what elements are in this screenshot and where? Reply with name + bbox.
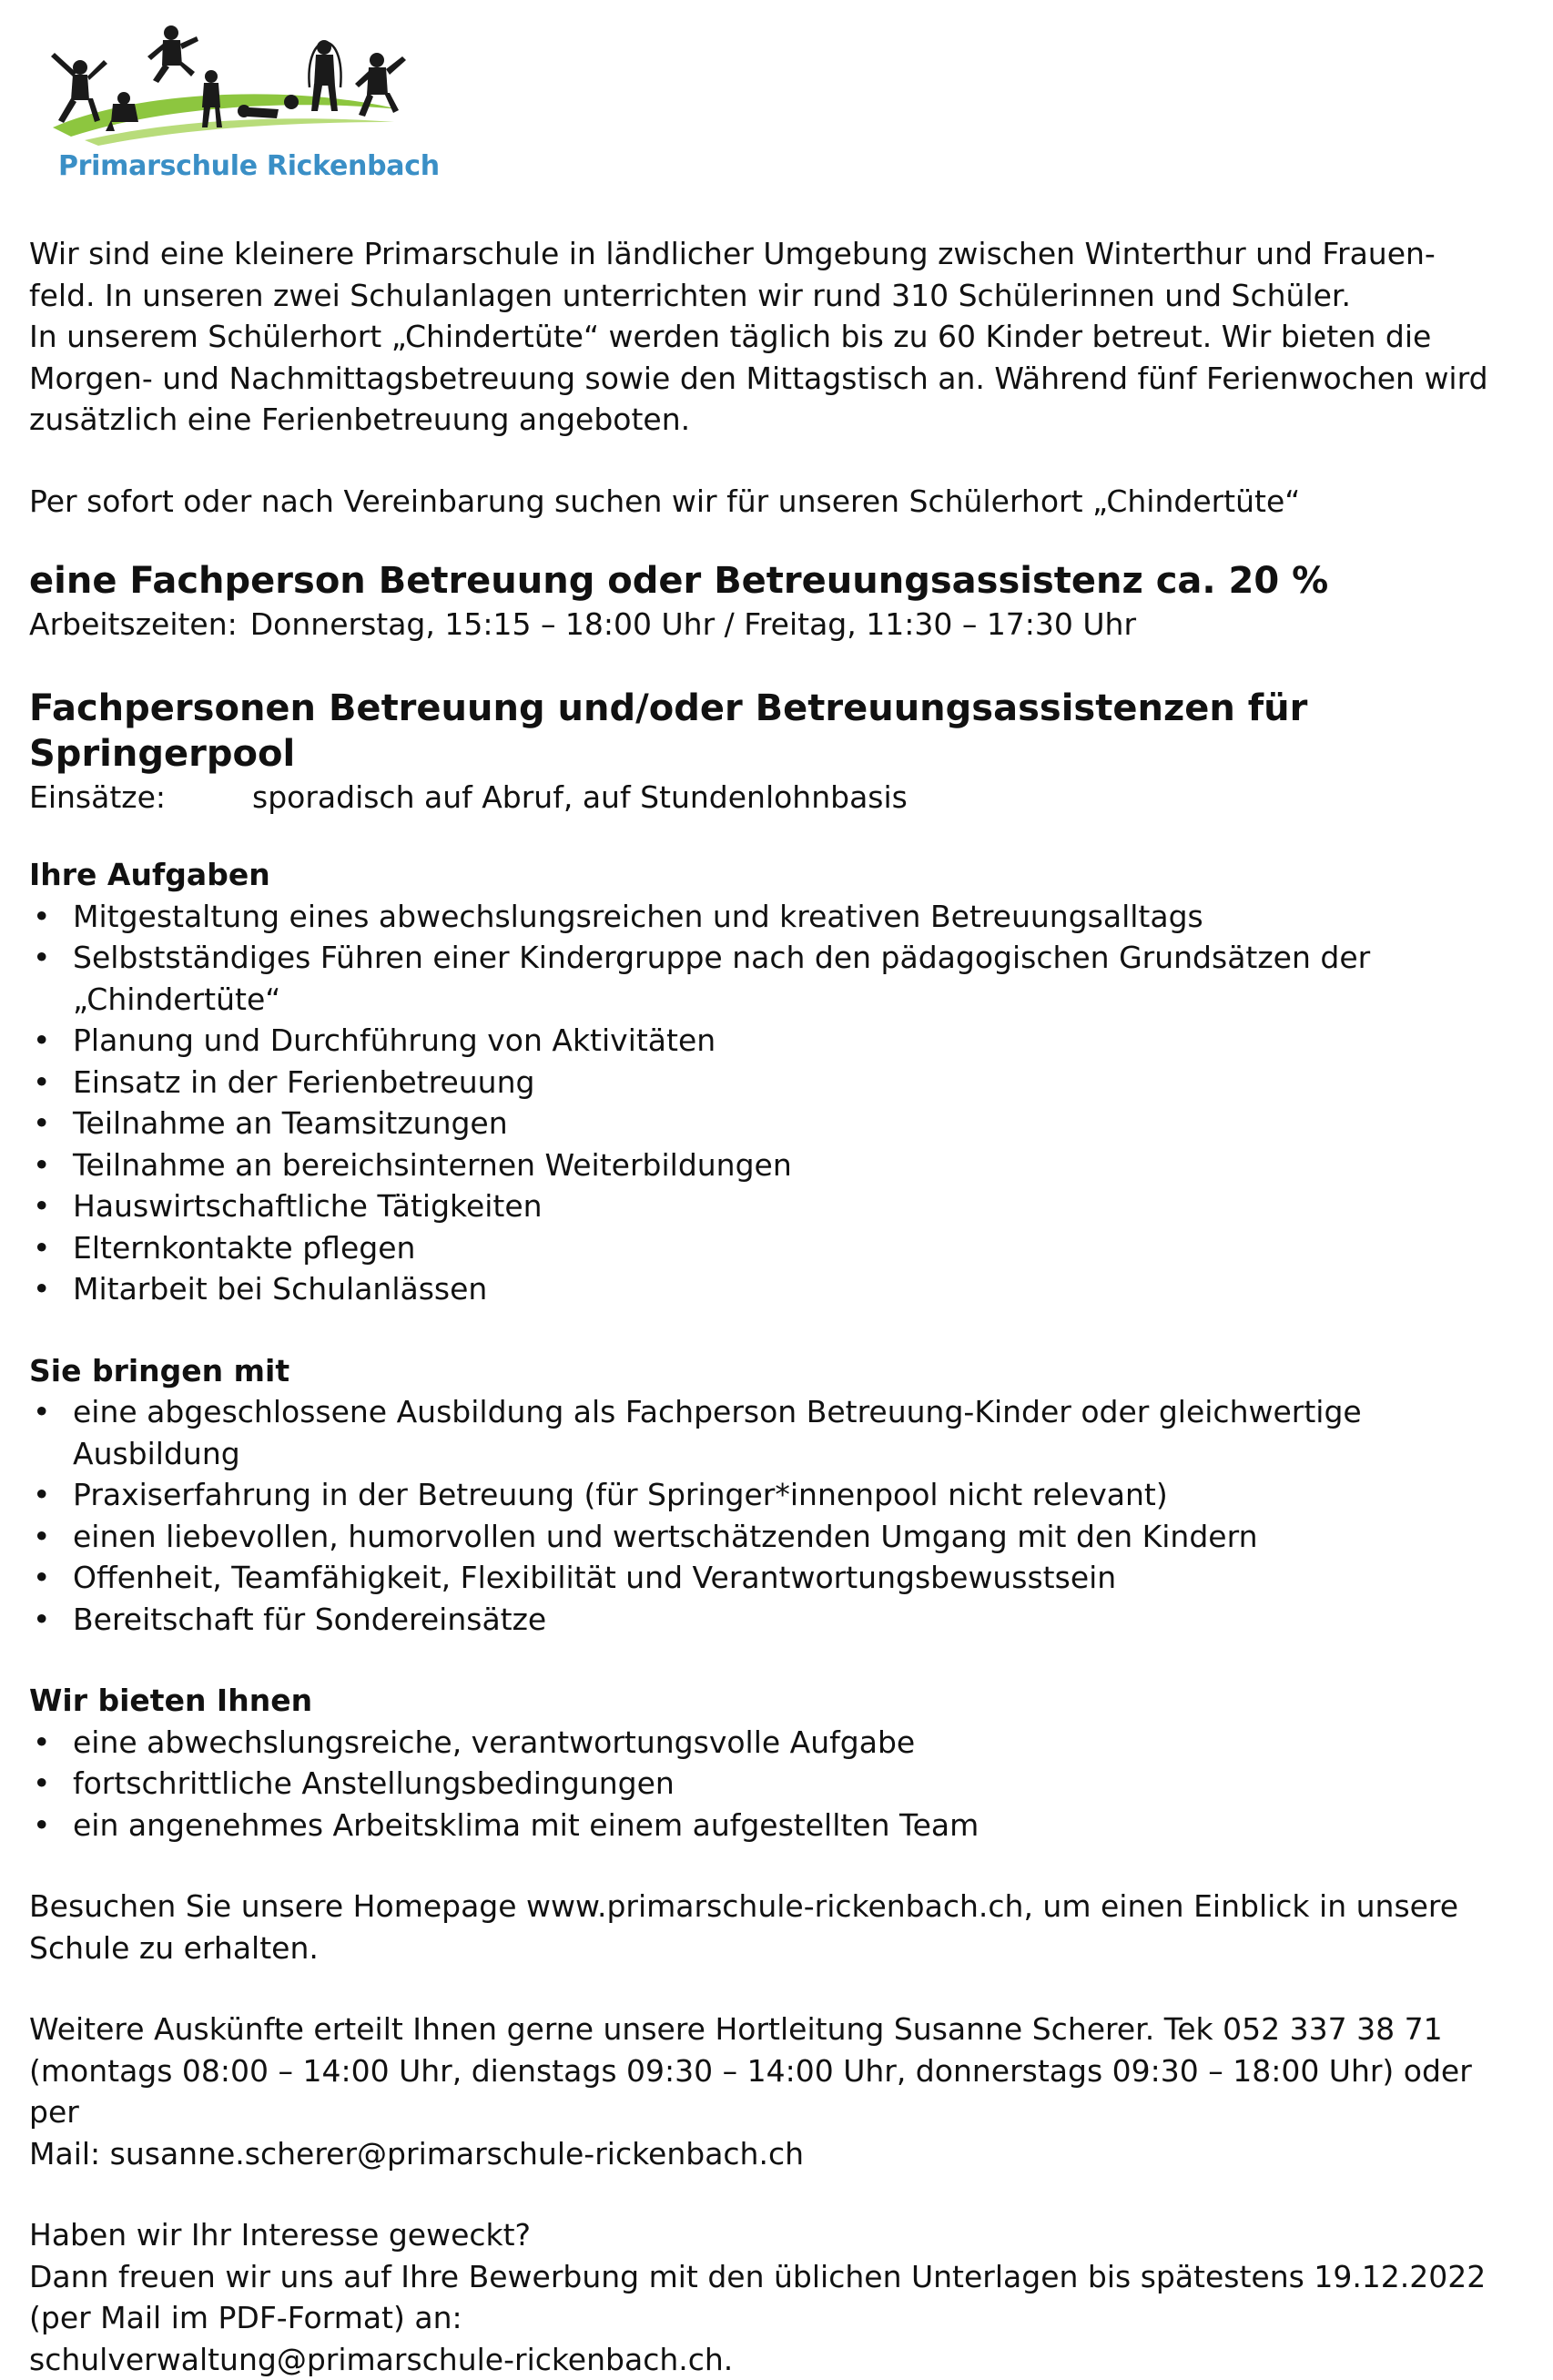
list-item: [29, 1062, 1527, 1104]
homepage-paragraph: [29, 1886, 1527, 1968]
school-logo: [35, 20, 417, 193]
list-item-text: Praxiserfahrung in der Betreuung (für Springer*innenpool nicht relevant): [73, 1474, 1527, 1516]
closing-line: (per Mail im PDF-Format) an:: [29, 2297, 1527, 2339]
bullet-icon: •: [33, 1474, 50, 1516]
list-item-text: Mitgestaltung eines abwechslungsreichen und kreativen Betreuungsalltags: [73, 896, 1527, 938]
intro-line: Morgen- und Nachmittagsbetreuung sowie den Mittagstisch an. Während fünf Ferienwochen wird: [29, 358, 1527, 400]
intro-line: In unserem Schülerhort „Chindertüte“ werden täglich bis zu 60 Kinder betreut. Wir bieten die: [29, 316, 1527, 358]
search-statement: Per sofort oder nach Vereinbarung suchen wir für unseren Schülerhort „Chindertüte“: [29, 481, 1527, 523]
bullet-icon: •: [33, 937, 50, 979]
intro-line: Wir sind eine kleinere Primarschule in ländlicher Umgebung zwischen Winterthur und Frauen-: [29, 233, 1527, 275]
list-item-text: Ausbildung: [73, 1433, 1527, 1475]
position-one: [29, 558, 1527, 646]
list-item: [29, 937, 1527, 1020]
list-item-text: Bereitschaft für Sondereinsätze: [73, 1599, 1527, 1641]
contact-line: (montags 08:00 – 14:00 Uhr, dienstags 09:30 – 14:00 Uhr, donnerstags 09:30 – 18:00 Uhr) oder per: [29, 2050, 1527, 2133]
intro-line: zusätzlich eine Ferienbetreuung angeboten.: [29, 399, 1527, 441]
list-item: [29, 1227, 1527, 1269]
list-item: [29, 1391, 1527, 1474]
bullet-icon: •: [33, 1599, 50, 1641]
list-item-text: Einsatz in der Ferienbetreuung: [73, 1062, 1527, 1104]
bullet-icon: •: [33, 896, 50, 938]
bullet-icon: •: [33, 1103, 50, 1144]
list-item-text: Offenheit, Teamfähigkeit, Flexibilität und Verantwortungsbewusstsein: [73, 1557, 1527, 1599]
list-item-text: eine abwechslungsreiche, verantwortungsvolle Aufgabe: [73, 1722, 1527, 1764]
homepage-line: Besuchen Sie unsere Homepage www.primarschule-rickenbach.ch, um einen Einblick in unsere: [29, 1886, 1527, 1927]
closing-line: Dann freuen wir uns auf Ihre Bewerbung mit den üblichen Unterlagen bis spätestens 19.12.2022: [29, 2256, 1527, 2298]
requirements-list: [29, 1391, 1527, 1640]
bullet-icon: •: [33, 1516, 50, 1558]
list-item: [29, 1805, 1527, 1846]
list-item-text: Mitarbeit bei Schulanlässen: [73, 1268, 1527, 1310]
tasks-list: [29, 896, 1527, 1310]
offer-list: [29, 1722, 1527, 1846]
contact-line: Weitere Auskünfte erteilt Ihnen gerne unsere Hortleitung Susanne Scherer. Tek 052 337 38 71: [29, 2009, 1527, 2050]
bullet-icon: •: [33, 1020, 50, 1062]
list-item: [29, 1144, 1527, 1186]
list-item: [29, 1599, 1527, 1641]
list-item: [29, 1722, 1527, 1764]
assignments-value: sporadisch auf Abruf, auf Stundenlohnbasis: [252, 779, 908, 815]
position-two-title: Fachpersonen Betreuung und/oder Betreuungsassistenzen für Springerpool: [29, 686, 1527, 777]
list-item-text: ein angenehmes Arbeitsklima mit einem aufgestellten Team: [73, 1805, 1527, 1846]
contact-line: Mail: susanne.scherer@primarschule-rickenbach.ch: [29, 2133, 1527, 2175]
homepage-line: Schule zu erhalten.: [29, 1927, 1527, 1969]
intro-line: feld. In unseren zwei Schulanlagen unterrichten wir rund 310 Schülerinnen und Schüler.: [29, 275, 1527, 317]
working-hours: [29, 604, 1527, 646]
list-item: [29, 1268, 1527, 1310]
list-item: [29, 1103, 1527, 1144]
list-item-text: fortschrittliche Anstellungsbedingungen: [73, 1763, 1527, 1805]
bullet-icon: •: [33, 1805, 50, 1846]
bullet-icon: •: [33, 1185, 50, 1227]
list-item: [29, 1557, 1527, 1599]
list-item: [29, 1020, 1527, 1062]
assignments: [29, 777, 1527, 819]
list-item-text: Elternkontakte pflegen: [73, 1227, 1527, 1269]
list-item-text: eine abgeschlossene Ausbildung als Fachperson Betreuung-Kinder oder gleichwertige: [73, 1391, 1527, 1433]
list-item: [29, 896, 1527, 938]
working-hours-label: Arbeitszeiten:: [29, 606, 238, 642]
assignments-label: Einsätze:: [29, 777, 252, 819]
list-item: [29, 1474, 1527, 1516]
list-item-text: Planung und Durchführung von Aktivitäten: [73, 1020, 1527, 1062]
bullet-icon: •: [33, 1722, 50, 1764]
tasks-heading: Ihre Aufgaben: [29, 854, 1527, 896]
list-item-text: Teilnahme an Teamsitzungen: [73, 1103, 1527, 1144]
list-item-text: „Chindertüte“: [73, 979, 1527, 1021]
list-item: [29, 1763, 1527, 1805]
list-item-text: einen liebevollen, humorvollen und wertschätzenden Umgang mit den Kindern: [73, 1516, 1527, 1558]
bullet-icon: •: [33, 1268, 50, 1310]
school-name-logo-text: Primarschule Rickenbach: [58, 150, 440, 182]
bullet-icon: •: [33, 1062, 50, 1104]
closing-paragraph: [29, 2214, 1527, 2380]
list-item-text: Teilnahme an bereichsinternen Weiterbildungen: [73, 1144, 1527, 1186]
bullet-icon: •: [33, 1763, 50, 1805]
children-silhouettes-logo-icon: [35, 20, 417, 157]
requirements-heading: Sie bringen mit: [29, 1350, 1527, 1392]
working-hours-value: Donnerstag, 15:15 – 18:00 Uhr / Freitag, 11:30 – 17:30 Uhr: [250, 606, 1136, 642]
closing-line: Haben wir Ihr Interesse geweckt?: [29, 2214, 1527, 2256]
offer-heading: Wir bieten Ihnen: [29, 1680, 1527, 1722]
list-item: [29, 1516, 1527, 1558]
job-posting: [29, 233, 1527, 2380]
bullet-icon: •: [33, 1144, 50, 1186]
bullet-icon: •: [33, 1557, 50, 1599]
intro-paragraph: [29, 233, 1527, 441]
position-one-title: eine Fachperson Betreuung oder Betreuungsassistenz ca. 20 %: [29, 558, 1527, 604]
list-item: [29, 1185, 1527, 1227]
bullet-icon: •: [33, 1227, 50, 1269]
position-two: [29, 686, 1527, 819]
list-item-text: Hauswirtschaftliche Tätigkeiten: [73, 1185, 1527, 1227]
list-item-text: Selbstständiges Führen einer Kindergruppe nach den pädagogischen Grundsätzen der: [73, 937, 1527, 979]
closing-line: schulverwaltung@primarschule-rickenbach.ch.: [29, 2339, 1527, 2380]
contact-paragraph: [29, 2009, 1527, 2174]
bullet-icon: •: [33, 1391, 50, 1433]
